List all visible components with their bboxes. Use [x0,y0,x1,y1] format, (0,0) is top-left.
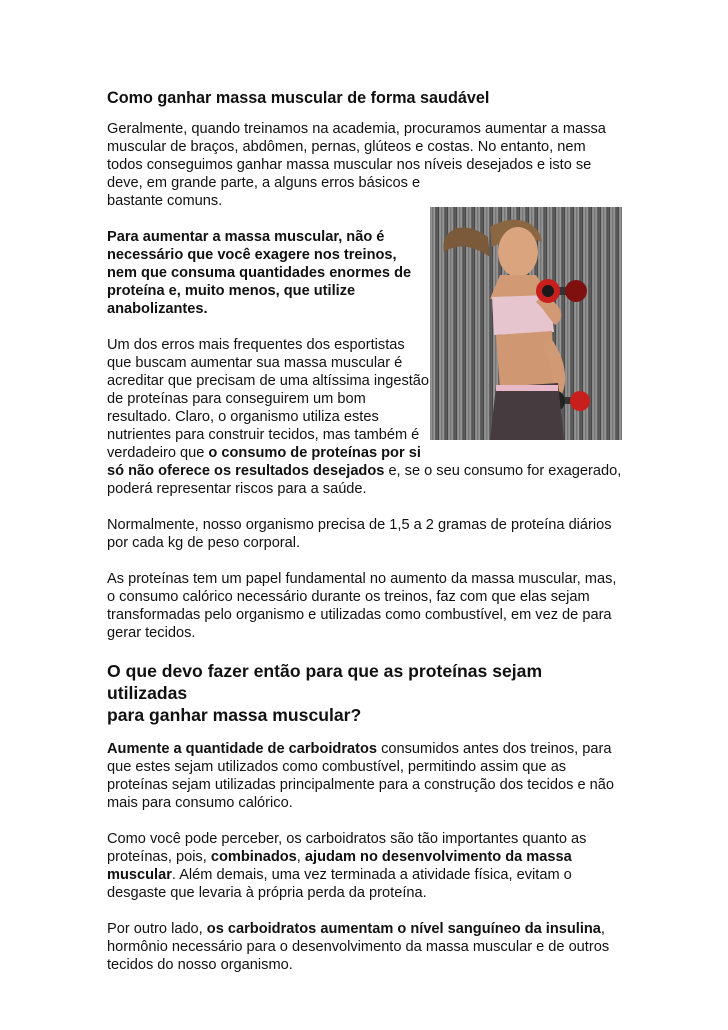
text-line: Normalmente, nosso organismo precisa de 1,5 a 2 gramas de proteína diários [107,517,612,533]
text-line: tecidos do nosso organismo. [107,957,293,973]
text-segment: verdadeiro que [107,445,209,461]
heading-line: O que devo fazer então para que as proteínas sejam utilizadas [107,661,543,703]
bold-text: o consumo de proteínas por si [208,445,421,461]
text-line: desgaste que levaria à própria perda da proteína. [107,885,427,901]
bold-text: os carboidratos aumentam o nível sanguíneo da insulina [206,921,601,937]
bold-text: muscular [107,867,172,883]
highlight-paragraph [107,228,627,318]
article-title: Como ganhar massa muscular de forma saudável [107,89,490,107]
text-segment: proteínas, pois, [107,849,211,865]
text-segment: , [600,921,605,937]
text-line: por cada kg de peso corporal. [107,535,301,551]
text-line: hormônio necessário para o desenvolvimento da massa muscular e de outros [107,939,610,955]
text-line: o consumo calórico necessário durante os treinos, faz com que elas sejam [107,589,590,605]
carbs-paragraph [107,740,627,812]
text-line: Um dos erros mais frequentes dos esportistas [107,337,405,353]
text-line: muscular de braços, abdômen, pernas, glúteos e costas. No entanto, nem [107,139,586,155]
text-line: acreditar que precisam de uma altíssima ingestão [107,373,430,389]
protein-myth-paragraph [107,336,627,498]
text-line: resultado. Claro, o organismo utiliza estes [107,409,379,425]
article [107,88,627,974]
text-line: transformadas pelo organismo e utilizadas como combustível, em vez de para [107,607,612,623]
insulin-paragraph [107,920,627,974]
text-line: deve, em grande parte, a alguns erros básicos e [107,175,421,191]
protein-role-paragraph [107,570,627,642]
text-line: que buscam aumentar sua massa muscular é [107,355,403,371]
text-line: necessário que você exagere nos treinos, [107,247,397,263]
text-line: bastante comuns. [107,193,223,209]
bold-text: Aumente a quantidade de carboidratos [107,741,378,757]
section-heading [107,660,627,726]
text-line: Geralmente, quando treinamos na academia, procuramos aumentar a massa [107,121,606,137]
text-line: de proteínas para conseguirem um bom [107,391,366,407]
text-line: proteína e, muito menos, que utilize [107,283,356,299]
text-line: todos conseguimos ganhar massa muscular nos níveis desejados e isto se [107,157,592,173]
heading-line: para ganhar massa muscular? [107,705,362,725]
text-line: nutrientes para construir tecidos, mas também é [107,427,420,443]
text-line: Para aumentar a massa muscular, não é [107,229,385,245]
text-segment: . Além demais, uma vez terminada a atividade física, evitam o [171,867,572,883]
text-segment: consumidos antes dos treinos, para [377,741,612,757]
protein-amount-paragraph [107,516,627,552]
text-line: gerar tecidos. [107,625,196,641]
bold-text: ajudam no desenvolvimento da massa [304,849,572,865]
text-segment: Por outro lado, [107,921,207,937]
text-line: As proteínas tem um papel fundamental no aumento da massa muscular, mas, [107,571,617,587]
text-line: que estes sejam utilizados como combustível, permitindo assim que as [107,759,567,775]
intro-paragraph [107,120,627,210]
text-segment: , [296,849,305,865]
text-line: Como você pode perceber, os carboidratos são tão importantes quanto as [107,831,587,847]
bold-text: combinados [210,849,297,865]
text-segment: e, se o seu consumo for exagerado, [384,463,622,479]
text-line: poderá representar riscos para a saúde. [107,481,367,497]
combined-paragraph [107,830,627,902]
text-line: proteínas sejam utilizadas principalmente para a construção dos tecidos e não [107,777,615,793]
bold-text: só não oferece os resultados desejados [107,463,385,479]
text-line: nem que consuma quantidades enormes de [107,265,412,281]
text-line: anabolizantes. [107,301,208,317]
text-line: mais para consumo calórico. [107,795,293,811]
